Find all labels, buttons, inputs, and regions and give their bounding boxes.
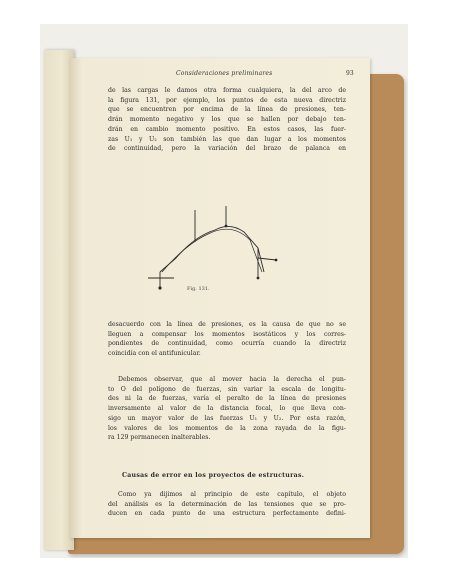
node-dot [275, 259, 278, 262]
text-line: drán en cambio momento positivo. En estos casos, las fuer- [108, 125, 346, 133]
text-line: de continuidad, pero la variación del brazo de palanca en [108, 145, 346, 153]
page-header [70, 70, 370, 82]
text-line: Debemos observar, que al mover hacia la derecha el pun- [118, 376, 346, 383]
text-line: desacuerdo con la línea de presiones, es la causa de que no se [108, 321, 346, 328]
text-line: la figura 131, por ejemplo, los puntos de esta nueva directriz [108, 96, 346, 104]
text-line: ducen en cada punto de una estructura perfectamente defini- [108, 510, 346, 518]
paragraph-2 [108, 320, 346, 359]
text-line: zas U₁ y U₂ son también las que dan lugar a los momentos [108, 135, 346, 143]
text-line: ra 129 permanecen inalterables. [108, 434, 211, 442]
text-line: coincidía con el antifunicular. [108, 350, 201, 358]
text-line: inversamente al valor de la distancia focal, lo que lleva con- [108, 405, 346, 413]
text-line: los valores de los momentos de la zona rayada de la figu- [108, 424, 346, 432]
text-line: drán momento negativo y los que se hallen por debajo ten- [108, 116, 346, 124]
text-line: sigo un mayor valor de las fuerzas U₁ y U₂. Por esta razón, [108, 414, 346, 422]
running-head: Consideraciones preliminares [176, 70, 273, 77]
text-line: Como ya dijimos al principio de este capítulo, el objeto [118, 491, 346, 498]
node-dot [225, 225, 228, 228]
text-line: del análisis es la determinación de las tensiones que se pro- [108, 500, 346, 508]
arch-curve [160, 226, 264, 272]
section-title: Causas de error en los proyectos de estructuras. [122, 472, 305, 479]
node-dot [257, 277, 260, 280]
text-line: pondientes de continuidad, como ocurría cuando la directriz [108, 340, 346, 348]
paragraph-4 [108, 490, 346, 519]
text-line: que se encuentren por encima de la línea de presiones, ten- [108, 106, 346, 114]
text-line: to O del polígono de fuerzas, sin variar la escala de longitu- [108, 385, 346, 393]
node-dot [158, 286, 161, 289]
book-photo [40, 24, 408, 558]
book-page [70, 58, 370, 538]
page-number: 93 [346, 70, 354, 77]
paragraph-3 [108, 375, 346, 443]
text-line: des ni la de fuerzas, varía el peralto de la línea de presiones [108, 395, 346, 403]
text-line: de las cargas le damos otra forma cualquiera, la del arco de [108, 87, 346, 94]
text-line: lleguen a compensar los momentos isostáticos y los corres- [108, 330, 346, 338]
arch-figure [140, 192, 280, 302]
figure-caption: Fig. 131. [187, 286, 210, 292]
paragraph-1 [108, 86, 346, 154]
